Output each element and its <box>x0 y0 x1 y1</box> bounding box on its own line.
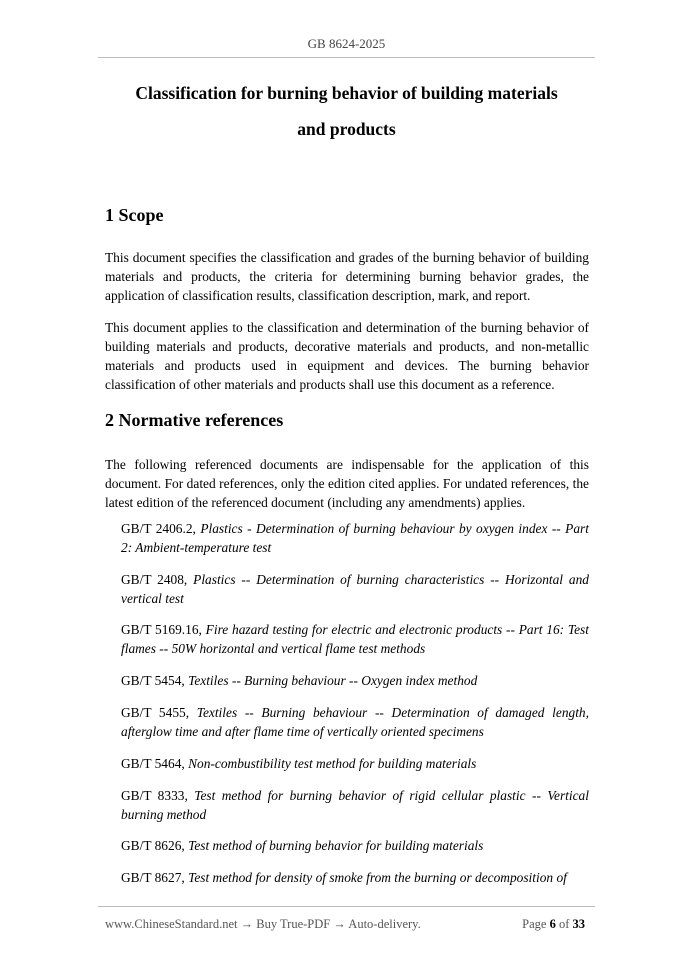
section-heading-normative-references: 2 Normative references <box>105 410 284 430</box>
reference-title: Test method for burning behavior of rigid cellular plastic -- Vertical burning method <box>121 788 589 822</box>
document-title-line1: Classification for burning behavior of building materials <box>135 83 558 103</box>
reference-code: GB/T 5455, <box>121 705 190 720</box>
reference-title: Textiles -- Burning behaviour -- Oxygen index method <box>188 673 478 688</box>
reference-item <box>121 755 589 774</box>
page-of-label: of <box>558 917 570 931</box>
reference-code: GB/T 2408, <box>121 572 188 587</box>
reference-title: Fire hazard testing for electric and electronic products -- Part 16: Test flames -- 50W horizontal and vertical flame test methods <box>121 622 589 656</box>
reference-title: Textiles -- Burning behaviour -- Determination of damaged length, afterglow time and after flame time of vertically oriented specimens <box>121 705 589 739</box>
header-divider <box>98 57 595 58</box>
page-header: GB 8624-2025 <box>307 36 386 51</box>
reference-title: Plastics - Determination of burning behaviour by oxygen index -- Part 2: Ambient-temperature test <box>121 521 589 555</box>
reference-code: GB/T 8626, <box>121 838 185 853</box>
reference-title: Test method of burning behavior for building materials <box>188 838 484 853</box>
reference-code: GB/T 8627, <box>121 870 185 885</box>
page-indicator <box>522 917 585 932</box>
section-heading-scope: 1 Scope <box>105 205 164 225</box>
reference-item <box>121 571 589 608</box>
reference-code: GB/T 8333, <box>121 788 188 803</box>
scope-paragraph-2: This document applies to the classification and determination of the burning behavior of building materials and products, decorative materials and products, and non-metallic materials and products used in equipment and devices. The burning behavior classification of other materials and products shall use this document as a reference. <box>105 320 589 392</box>
reference-item <box>121 672 589 691</box>
reference-title: Test method for density of smoke from the burning or decomposition of <box>188 870 567 885</box>
reference-code: GB/T 5169.16, <box>121 622 202 637</box>
reference-item <box>121 704 589 741</box>
normative-intro-paragraph: The following referenced documents are indispensable for the application of this document. For dated references, only the edition cited applies. For undated references, the latest edition of the referenced document (including any amendments) applies. <box>105 457 589 510</box>
page-number: 6 <box>549 917 556 931</box>
document-title-line2: and products <box>297 119 396 139</box>
reference-code: GB/T 5454, <box>121 673 185 688</box>
reference-item <box>121 520 589 557</box>
reference-item <box>121 869 589 888</box>
page-label: Page <box>522 917 547 931</box>
footer-website-link[interactable]: www.ChineseStandard.net → Buy True-PDF → Auto-delivery. <box>105 917 421 931</box>
reference-item <box>121 837 589 856</box>
reference-code: GB/T 5464, <box>121 756 185 771</box>
reference-title: Plastics -- Determination of burning characteristics -- Horizontal and vertical test <box>121 572 589 606</box>
reference-item <box>121 787 589 824</box>
footer-divider <box>98 906 595 907</box>
scope-paragraph-1: This document specifies the classification and grades of the burning behavior of building materials and products, the criteria for determining burning behavior grades, the application of classification results, classification description, mark, and report. <box>105 250 589 303</box>
reference-item <box>121 621 589 658</box>
reference-title: Non-combustibility test method for building materials <box>188 756 477 771</box>
page-total: 33 <box>572 917 585 931</box>
reference-code: GB/T 2406.2, <box>121 521 196 536</box>
